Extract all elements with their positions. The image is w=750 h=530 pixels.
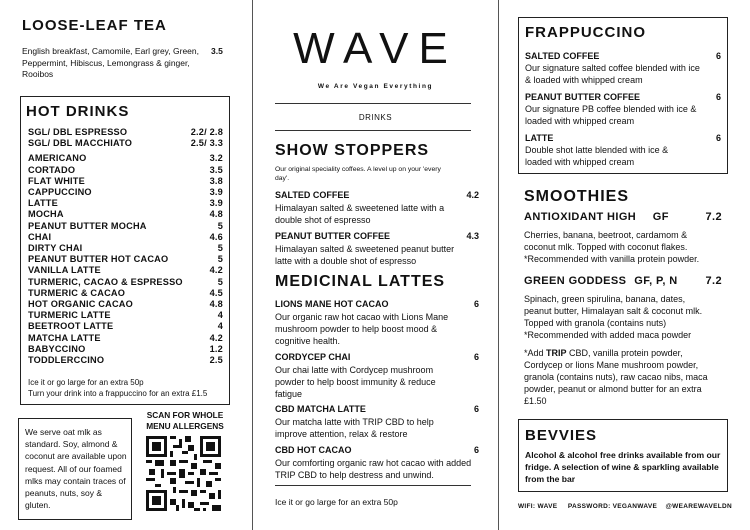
list-item: TURMERIC & CACAO 4.5 <box>28 287 223 298</box>
drinks-divider-top <box>275 103 471 104</box>
list-item: PEANUT BUTTER MOCHA 5 <box>28 220 223 231</box>
smoothie-item <box>524 275 722 341</box>
item-price: 7.2 <box>705 275 722 287</box>
left-column <box>0 0 252 530</box>
item-name: SALTED COFFEE <box>525 51 600 61</box>
item-desc: Himalayan salted & sweetened peanut butter latte with a double shot of espresso <box>275 244 455 266</box>
item-name: CBD MATCHA LATTE <box>275 404 366 414</box>
item-tags: GF, P, N <box>634 275 678 287</box>
item-name: ANTIOXIDANT HIGH <box>524 211 637 223</box>
medicinal-divider <box>275 485 471 486</box>
drinks-label: DRINKS <box>358 113 393 122</box>
smoothies-title: SMOOTHIES <box>524 188 630 205</box>
list-item: FLAT WHITE 3.8 <box>28 175 223 186</box>
frappuccino-box <box>518 17 728 174</box>
social-handle: @WEAREWAVELDN <box>665 503 732 510</box>
list-item: PEANUT BUTTER HOT CACAO 5 <box>28 254 223 265</box>
wifi-info: WIFI: WAVE PASSWORD: VEGANWAVE <box>518 503 658 510</box>
list-item: TURMERIC LATTE 4 <box>28 310 223 321</box>
item-price: 4.2 <box>466 190 479 200</box>
list-item: CAPPUCCINO 3.9 <box>28 187 223 198</box>
bevvies-title: BEVVIES <box>525 427 598 444</box>
frappuccino-title: FRAPPUCCINO <box>525 24 647 41</box>
smoothie-addons: *Add TRIP CBD, vanilla protein powder, Cordycep or lions Mane mushroom powder, granola (contains nuts), raw cacao nibs, maca powder, peanut or almond butter for an extra £1.50 <box>524 348 708 406</box>
middle-column <box>253 0 498 530</box>
item-recommendation: *Recommended with vanilla protein powder. <box>524 254 700 264</box>
item-name: PEANUT BUTTER COFFEE <box>525 92 641 102</box>
list-item: CHAI 4.6 <box>28 231 223 242</box>
item-price: 7.2 <box>705 211 722 223</box>
loose-leaf-desc: English breakfast, Camomile, Earl grey, Green, Peppermint, Hibiscus, Lemongrass & ginger, Rooibos <box>22 46 199 79</box>
frappuccino-item <box>525 51 721 86</box>
item-desc: Our chai latte with Cordycep mushroom powder to help boost immunity & reduce fatigue <box>275 365 436 399</box>
show-stoppers-title: SHOW STOPPERS <box>275 142 430 159</box>
list-item: DIRTY CHAI 5 <box>28 243 223 254</box>
item-name: PEANUT BUTTER COFFEE <box>275 231 391 241</box>
list-item: MOCHA 4.8 <box>28 209 223 220</box>
milk-info-text: We serve oat mlk as standard. Soy, almond & coconut are available upon request. All of our foamed mlks may contain traces of peanuts, nuts, soy & gluten. <box>25 427 127 511</box>
item-price: 6 <box>473 352 479 362</box>
list-item: VANILLA LATTE 4.2 <box>28 265 223 276</box>
list-item: LATTE 3.9 <box>28 198 223 209</box>
hot-drinks-title: HOT DRINKS <box>26 103 130 120</box>
item-desc: Our comforting organic raw hot cacao with added TRIP CBD to help destress and unwind. <box>275 458 472 480</box>
show-stopper-item <box>275 190 479 226</box>
right-column <box>499 0 750 530</box>
medicinal-item <box>275 404 479 440</box>
hot-drinks-note-ice: Ice it or go large for an extra 50p <box>28 378 144 387</box>
list-item: CORTADO 3.5 <box>28 164 223 175</box>
item-name: CORDYCEP CHAI <box>275 352 351 362</box>
list-item: SGL/ DBL ESPRESSO 2.2/ 2.8 <box>28 127 223 137</box>
qr-code-icon[interactable] <box>146 436 221 511</box>
list-item: HOT ORGANIC CACAO 4.8 <box>28 299 223 310</box>
list-item: TODDLERCCINO 2.5 <box>28 355 223 366</box>
milk-info-box <box>18 418 132 520</box>
loose-leaf-title: LOOSE-LEAF TEA <box>22 17 167 34</box>
smoothie-item <box>524 211 722 265</box>
item-price: 6 <box>715 133 721 143</box>
medicinal-item <box>275 352 479 400</box>
item-name: LIONS MANE HOT CACAO <box>275 299 389 309</box>
frappuccino-item <box>525 92 721 127</box>
item-name: SALTED COFFEE <box>275 190 350 200</box>
hot-drinks-note-frappe: Turn your drink into a frappuccino for an extra £1.5 <box>28 389 208 398</box>
list-item: SGL/ DBL MACCHIATO 2.5/ 3.3 <box>28 138 223 149</box>
item-tags: GF <box>652 211 669 223</box>
list-item: MATCHA LATTE 4.2 <box>28 332 223 343</box>
item-desc: Cherries, banana, beetroot, cardamom & coconut mlk. Topped with coconut flakes. <box>524 230 688 252</box>
item-name: GREEN GODDESS <box>524 275 627 287</box>
item-name: LATTE <box>525 133 554 143</box>
item-price: 6 <box>473 404 479 414</box>
item-desc: Our matcha latte with TRIP CBD to help improve attention, relax & restore <box>275 417 434 439</box>
hot-drinks-list <box>28 127 223 366</box>
item-name: CBD HOT CACAO <box>275 445 352 455</box>
item-price: 6 <box>473 299 479 309</box>
bevvies-desc: Alcohol & alcohol free drinks available from our fridge. A selection of wine & sparkling available from the bar <box>525 450 721 484</box>
item-desc: Our signature PB coffee blended with ice & loaded with whipped cream <box>525 104 697 126</box>
item-price: 6 <box>715 92 721 102</box>
item-desc: Double shot latte blended with ice & loaded with whipped cream <box>525 145 669 167</box>
list-item: AMERICANO 3.2 <box>28 153 223 164</box>
show-stoppers-intro: Our original speciality coffees. A level up on your 'every day'. <box>275 166 441 182</box>
medicinal-note: Ice it or go large for an extra 50p <box>275 497 398 507</box>
list-item: BABYCCINO 1.2 <box>28 343 223 354</box>
bevvies-box <box>518 419 728 492</box>
list-item: BEETROOT LATTE 4 <box>28 321 223 332</box>
item-desc: Spinach, green spirulina, banana, dates, peanut butter, Himalayan salt & coconut mlk. Topped with granola (contains nuts) <box>524 294 703 328</box>
logo: WAVE <box>293 24 458 73</box>
medicinal-item <box>275 299 479 347</box>
medicinal-lattes-title: MEDICINAL LATTES <box>275 273 446 290</box>
item-desc: Our organic raw hot cacao with Lions Mane mushroom powder to help boost mood & cognitive health. <box>275 312 449 346</box>
frappuccino-item <box>525 133 721 168</box>
tagline: We Are Vegan Everything <box>317 83 434 90</box>
medicinal-item <box>275 445 479 481</box>
item-recommendation: *Recommended with added maca powder <box>524 330 692 340</box>
item-desc: Himalayan salted & sweetened latte with a double shot of espresso <box>275 203 445 225</box>
drinks-divider-bottom <box>275 130 471 131</box>
show-stopper-item <box>275 231 479 267</box>
loose-leaf-price: 3.5 <box>211 46 223 56</box>
hot-drinks-box <box>20 96 230 405</box>
scan-allergens-title: SCAN FOR WHOLE MENU ALLERGENS <box>146 410 224 431</box>
item-desc: Our signature salted coffee blended with ice & loaded with whipped cream <box>525 63 700 85</box>
item-price: 6 <box>715 51 721 61</box>
item-price: 4.3 <box>466 231 479 241</box>
list-item: TURMERIC, CACAO & ESPRESSO 5 <box>28 276 223 287</box>
item-price: 6 <box>473 445 479 455</box>
